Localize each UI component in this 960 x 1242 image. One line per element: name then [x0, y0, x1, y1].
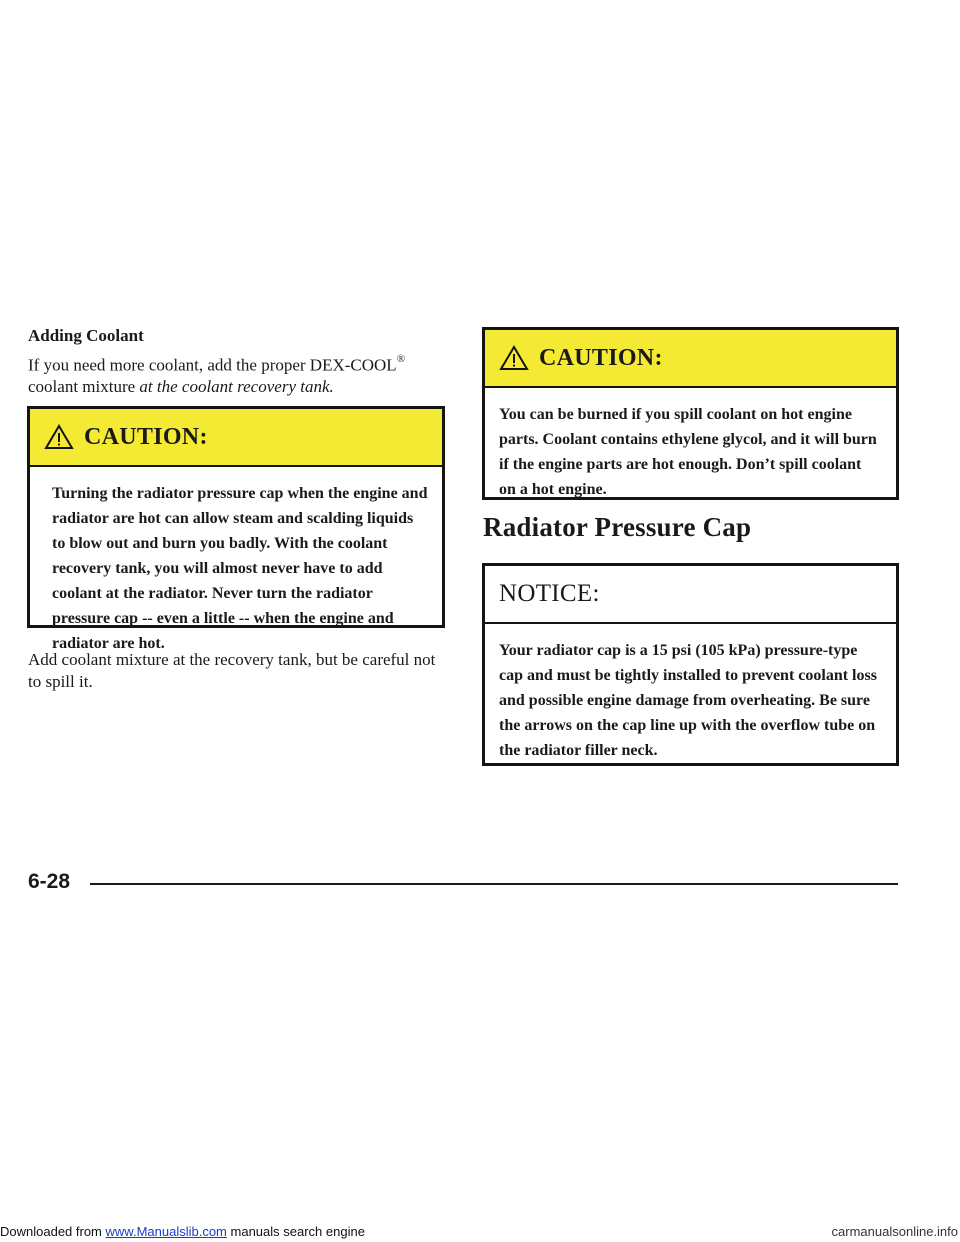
- caution-header: [30, 409, 442, 467]
- page-number: 6-28: [28, 870, 71, 893]
- caution-box-radiator-cap: [27, 406, 445, 652]
- intro-text-2: coolant mixture: [28, 376, 136, 396]
- notice-box: [482, 563, 899, 766]
- page-rule: [90, 883, 898, 885]
- notice-label: NOTICE:: [499, 580, 600, 607]
- caution-label: CAUTION:: [539, 344, 663, 371]
- section-heading-adding-coolant: Adding Coolant: [28, 326, 144, 345]
- section-heading-radiator-pressure-cap: Radiator Pressure Cap: [483, 512, 752, 542]
- caution-text: Turning the radiator pressure cap when the engine and radiator are hot can allow steam and scalding liquids to blow out and burn you badly. With the coolant recovery tank, you will almost never have to add coolant at the radiator. Never turn the radiator pressure cap -- even a little -- when the engine and radiator are hot.: [52, 485, 428, 652]
- intro-text: If you need more coolant, add the proper DEX-COOL: [28, 355, 397, 375]
- warning-triangle-icon: [499, 345, 529, 371]
- footer-source: [0, 1224, 365, 1239]
- caution-label: CAUTION:: [84, 423, 208, 450]
- intro-paragraph: [28, 351, 458, 397]
- caution-text: You can be burned if you spill coolant on hot engine parts. Coolant contains ethylene glycol, and it will burn if the engine parts are hot enough. Don’t spill coolant on a hot engine.: [499, 406, 877, 498]
- download-footer: [0, 1224, 960, 1242]
- notice-text: Your radiator cap is a 15 psi (105 kPa) pressure-type cap and must be tightly installed to prevent coolant loss and possible engine damage from overheating. Be sure the arrows on the cap line up with the overflow tube on the radiator filler neck.: [499, 642, 877, 759]
- caution-box-spill: [482, 327, 899, 500]
- warning-triangle-icon: [44, 424, 74, 450]
- footer-prefix: Downloaded from: [0, 1224, 102, 1239]
- caution-header: [485, 330, 896, 388]
- registered-mark: ®: [396, 353, 406, 365]
- intro-italic: at the coolant recovery tank.: [139, 376, 334, 396]
- manualslib-link[interactable]: www.Manualslib.com: [105, 1224, 227, 1239]
- footer-suffix: manuals search engine: [230, 1224, 365, 1239]
- watermark-text: carmanualsonline.info: [831, 1224, 958, 1239]
- after-caution-paragraph: Add coolant mixture at the recovery tank, but be careful not to spill it.: [28, 650, 436, 691]
- notice-header: [485, 566, 896, 624]
